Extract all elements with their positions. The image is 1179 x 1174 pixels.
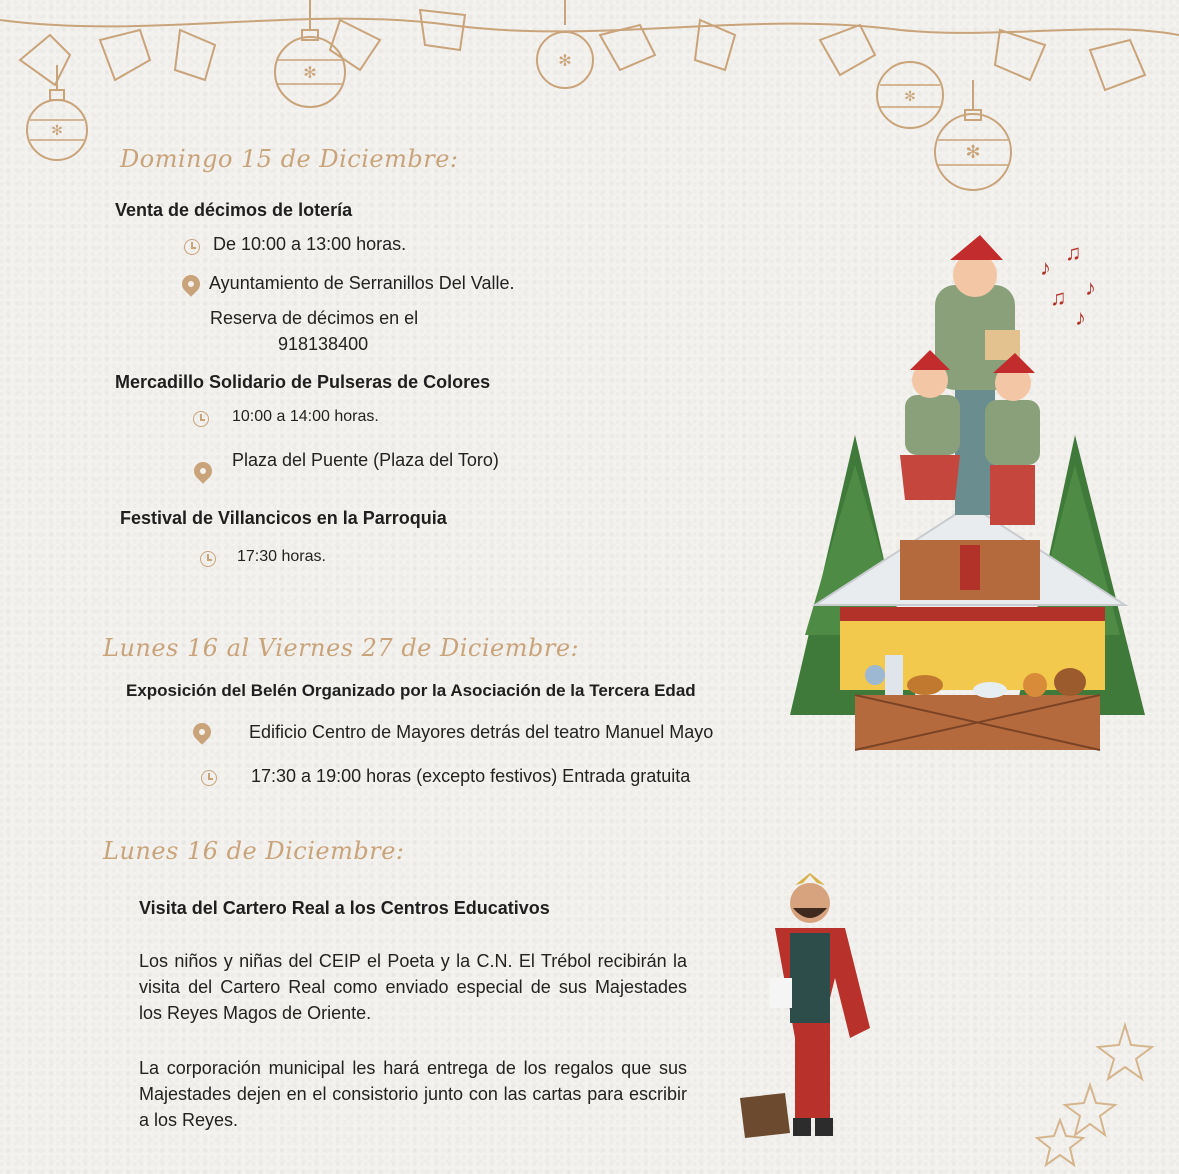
event-time: De 10:00 a 13:00 horas. <box>213 234 407 254</box>
event-description: Los niños y niñas del CEIP el Poeta y la C.N. El Trébol recibirán la visita del Cartero Real como enviado especial de sus Majestades los Reyes Magos de Oriente. <box>139 951 687 1023</box>
location-pin-icon <box>190 458 215 483</box>
christmas-ornament-icon <box>22 65 92 165</box>
svg-text:♫: ♫ <box>1065 240 1082 265</box>
clock-icon <box>200 551 216 567</box>
date-heading: Lunes 16 al Viernes 27 de Diciembre: <box>103 634 580 662</box>
event-time: 10:00 a 14:00 horas. <box>232 408 379 425</box>
clock-icon <box>184 239 200 255</box>
svg-text:♫: ♫ <box>1050 285 1067 310</box>
star-ornament-icon <box>1030 1015 1175 1170</box>
clock-icon <box>193 411 209 427</box>
svg-text:♪: ♪ <box>1040 255 1051 280</box>
svg-text:✻: ✻ <box>558 53 572 70</box>
christmas-market-illustration <box>775 235 1165 755</box>
svg-text:✻: ✻ <box>965 142 981 162</box>
location-pin-icon <box>178 271 203 296</box>
event-title: Visita del Cartero Real a los Centros Educativos <box>139 898 550 918</box>
event-time: 17:30 a 19:00 horas (excepto festivos) Entrada gratuita <box>251 766 691 786</box>
event-title: Venta de décimos de lotería <box>115 200 353 220</box>
event-phone: 918138400 <box>278 334 369 354</box>
event-place: Plaza del Puente (Plaza del Toro) <box>232 450 499 470</box>
svg-text:✻: ✻ <box>51 122 63 138</box>
event-title: Exposición del Belén Organizado por la Asociación de la Tercera Edad <box>126 681 696 700</box>
svg-text:✻: ✻ <box>904 88 916 104</box>
event-title: Festival de Villancicos en la Parroquia <box>120 508 447 528</box>
svg-text:♪: ♪ <box>1085 275 1096 300</box>
event-description: La corporación municipal les hará entrega de los regalos que sus Majestades dejen en el consistorio junto con las cartas para escribir a los Reyes. <box>139 1058 687 1130</box>
event-place: Ayuntamiento de Serranillos Del Valle. <box>209 273 515 293</box>
date-heading: Lunes 16 de Diciembre: <box>103 837 405 865</box>
royal-postman-illustration <box>735 868 885 1153</box>
svg-text:♪: ♪ <box>1075 305 1086 330</box>
event-title: Mercadillo Solidario de Pulseras de Colores <box>115 372 491 392</box>
clock-icon <box>201 770 217 786</box>
date-heading: Domingo 15 de Diciembre: <box>120 145 459 173</box>
event-time: 17:30 horas. <box>237 548 326 565</box>
christmas-ornament-icon <box>270 0 350 110</box>
christmas-ornament-icon <box>928 80 1018 195</box>
location-pin-icon <box>189 719 214 744</box>
event-note: Reserva de décimos en el <box>210 308 419 328</box>
svg-text:✻: ✻ <box>303 65 317 82</box>
christmas-ornament-icon <box>530 0 600 95</box>
event-place: Edificio Centro de Mayores detrás del teatro Manuel Mayo <box>249 722 714 742</box>
